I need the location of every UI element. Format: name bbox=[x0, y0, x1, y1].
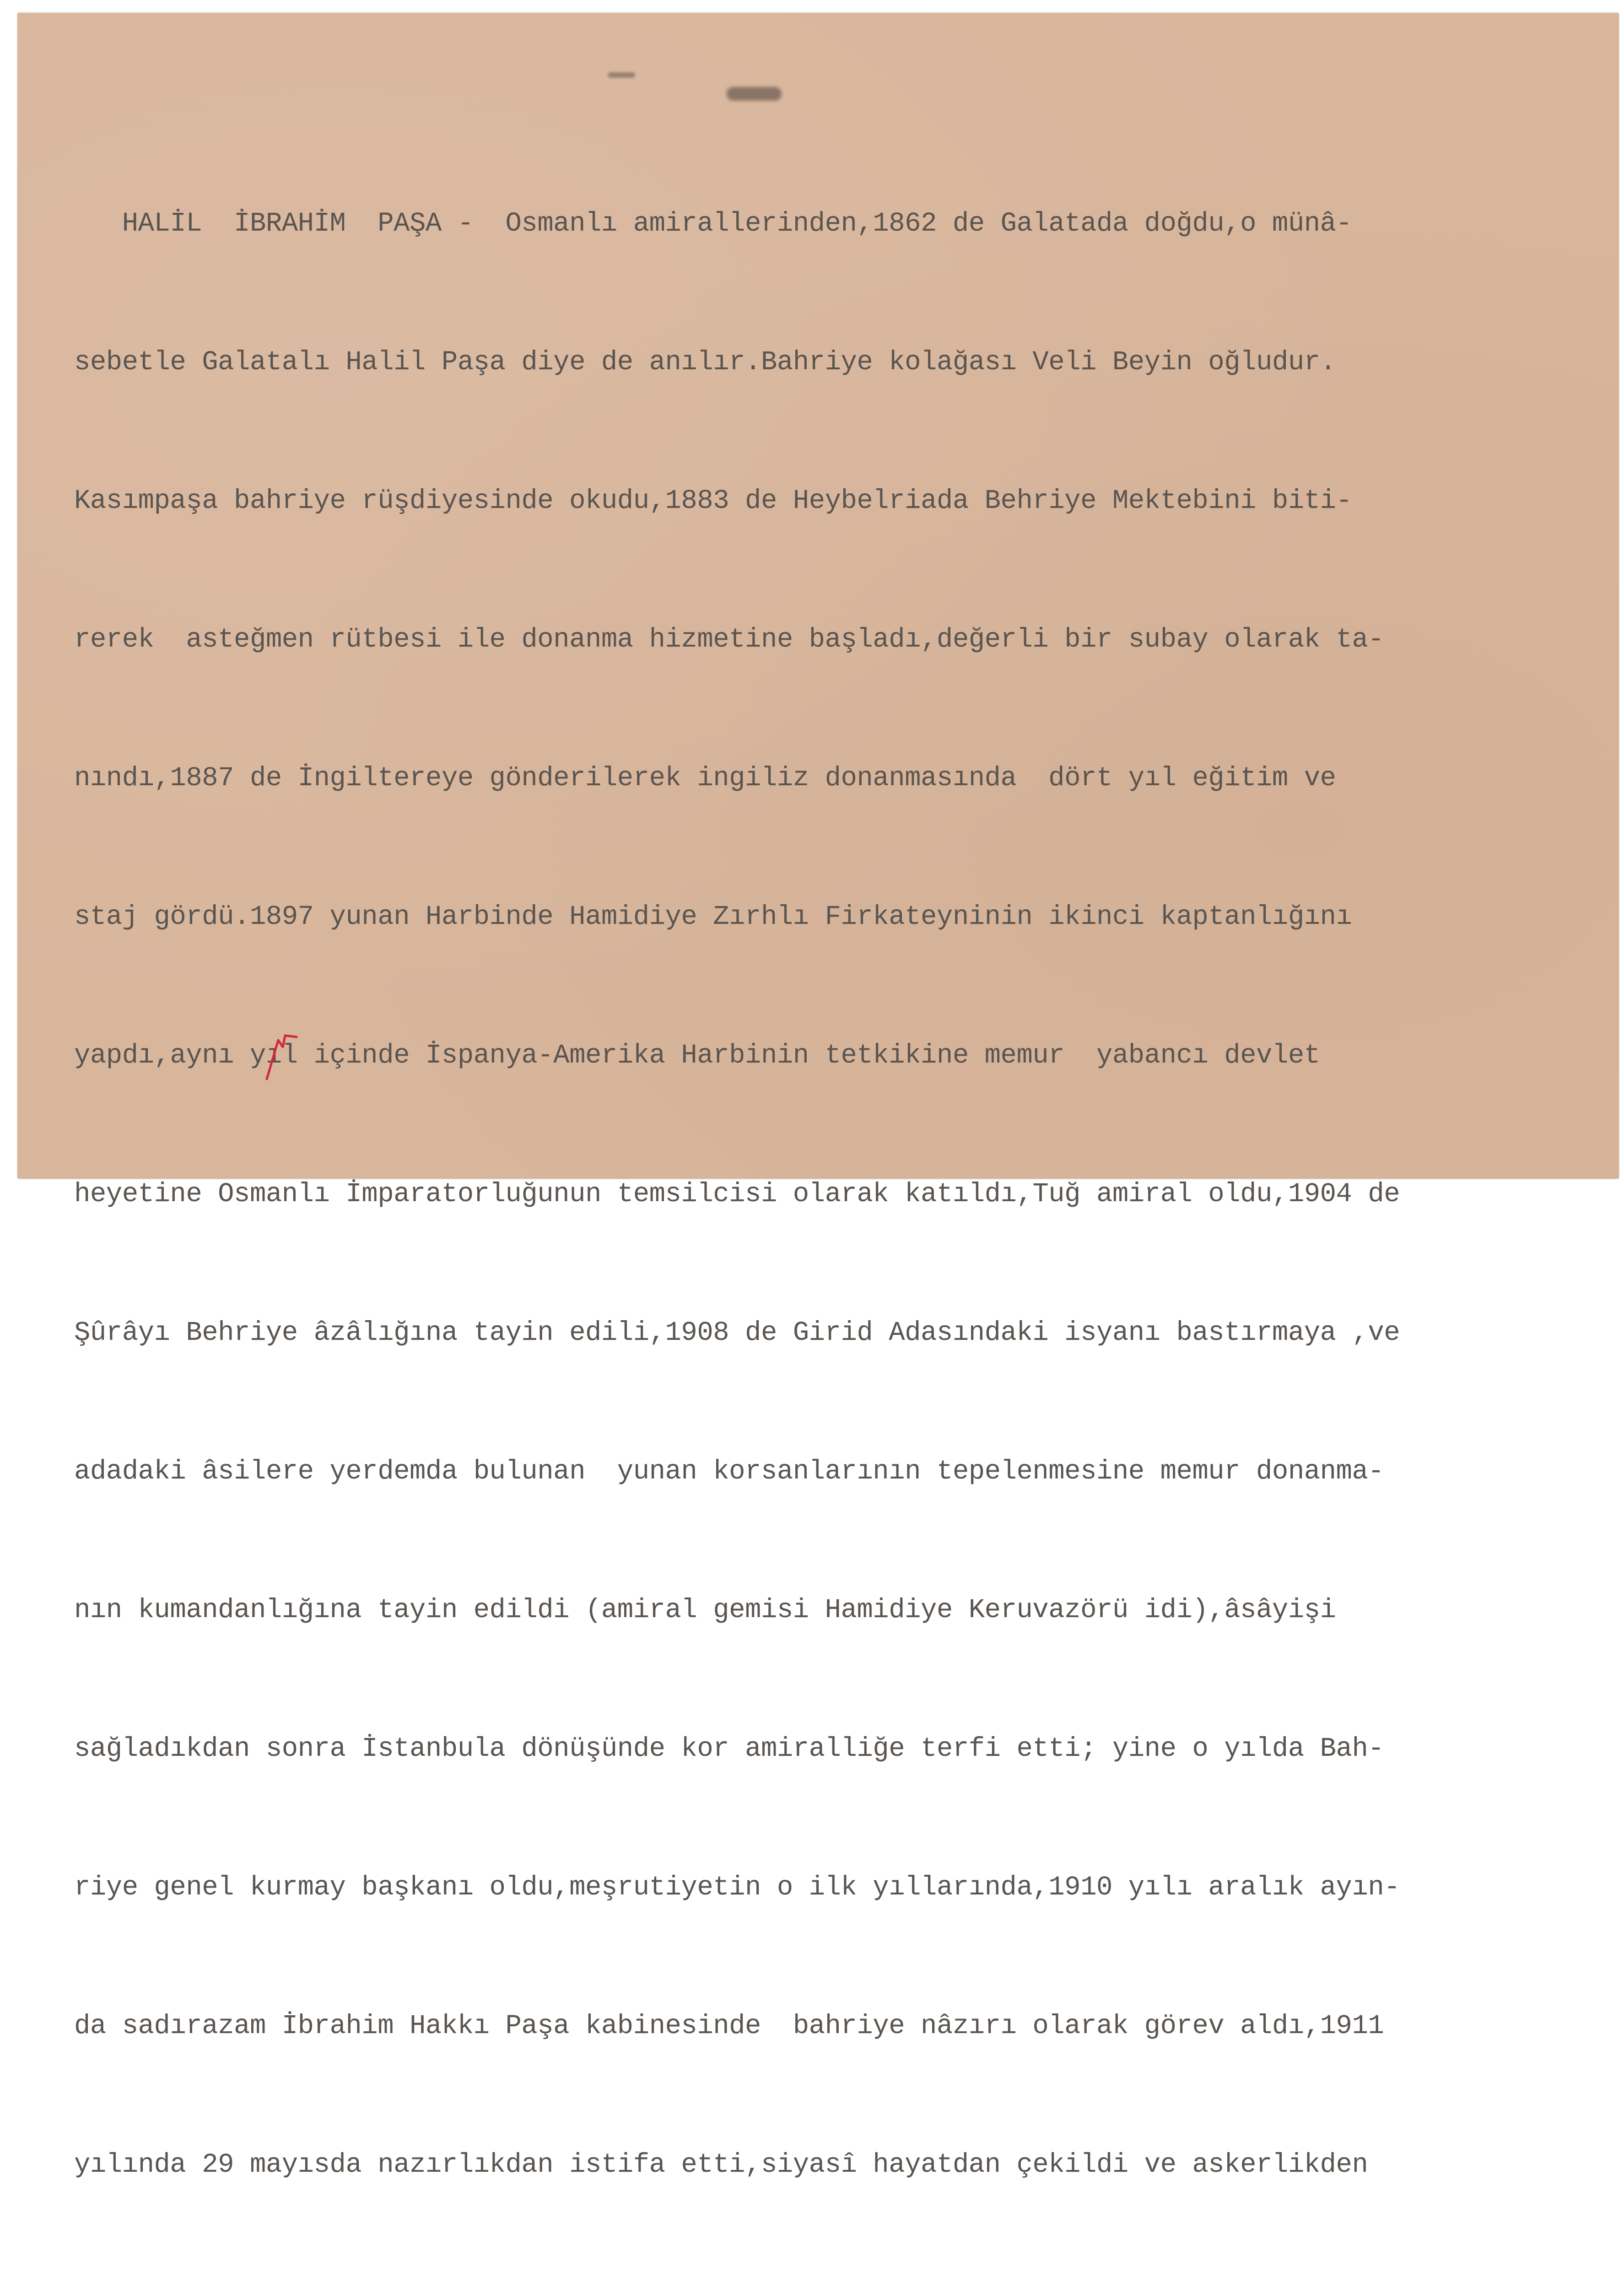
text-line: nın kumandanlığına tayin edildi (amiral gemisi Hamidiye Keruvazörü idi),âsâyişi bbox=[74, 1595, 1336, 1625]
text-line: sağladıkdan sonra İstanbula dönüşünde kor amiralliğe terfi etti; yine o yılda Bah- bbox=[74, 1733, 1384, 1764]
text-line bbox=[74, 2280, 1612, 2288]
ink-smudge bbox=[608, 72, 635, 78]
index-card bbox=[17, 13, 1619, 2180]
typewritten-text bbox=[74, 108, 1612, 2288]
red-check-mark-icon bbox=[242, 997, 310, 1088]
text-line: HALİL İBRAHİM PAŞA - Osmanlı amirallerinden,1862 de Galatada doğdu,o münâ- bbox=[74, 208, 1352, 239]
text-line: nındı,1887 de İngiltereye gönderilerek ingiliz donanmasında dört yıl eğitim ve bbox=[74, 763, 1336, 793]
text-line: yapdı,aynı yıl içinde İspanya-Amerika Harbinin tetkikine memur yabancı devlet bbox=[74, 1040, 1320, 1071]
text-line: sebetle Galatalı Halil Paşa diye de anılır.Bahriye kolağası Veli Beyin oğludur. bbox=[74, 347, 1336, 378]
text-line: staj gördü.1897 yunan Harbinde Hamidiye Zırhlı Firkateyninin ikinci kaptanlığını bbox=[74, 901, 1352, 932]
text-line: rerek asteğmen rütbesi ile donanma hizmetine başladı,değerli bir subay olarak ta- bbox=[74, 624, 1384, 655]
text-line: heyetine Osmanlı İmparatorluğunun temsilcisi olarak katıldı,Tuğ amiral oldu,1904 de bbox=[74, 1179, 1400, 1209]
text-line: yılında 29 mayısda nazırlıkdan istifa etti,siyasî hayatdan çekildi ve askerlikden bbox=[74, 2149, 1368, 2180]
text-line: da sadırazam İbrahim Hakkı Paşa kabinesinde bahriye nâzırı olarak görev aldı,1911 bbox=[74, 2011, 1384, 2041]
text-line: Kasımpaşa bahriye rüşdiyesinde okudu,1883 de Heybelriada Behriye Mektebini biti- bbox=[74, 486, 1352, 516]
text-line: riye genel kurmay başkanı oldu,meşrutiyetin o ilk yıllarında,1910 yılı aralık ayın- bbox=[74, 1872, 1400, 1903]
ink-smudge bbox=[727, 87, 782, 101]
text-line: Şûrâyı Behriye âzâlığına tayin edili,1908 de Girid Adasındaki isyanı bastırmaya ,ve bbox=[74, 1317, 1400, 1348]
text-line: adadaki âsilere yerdemda bulunan yunan korsanlarının tepelenmesine memur donanma- bbox=[74, 1456, 1384, 1487]
